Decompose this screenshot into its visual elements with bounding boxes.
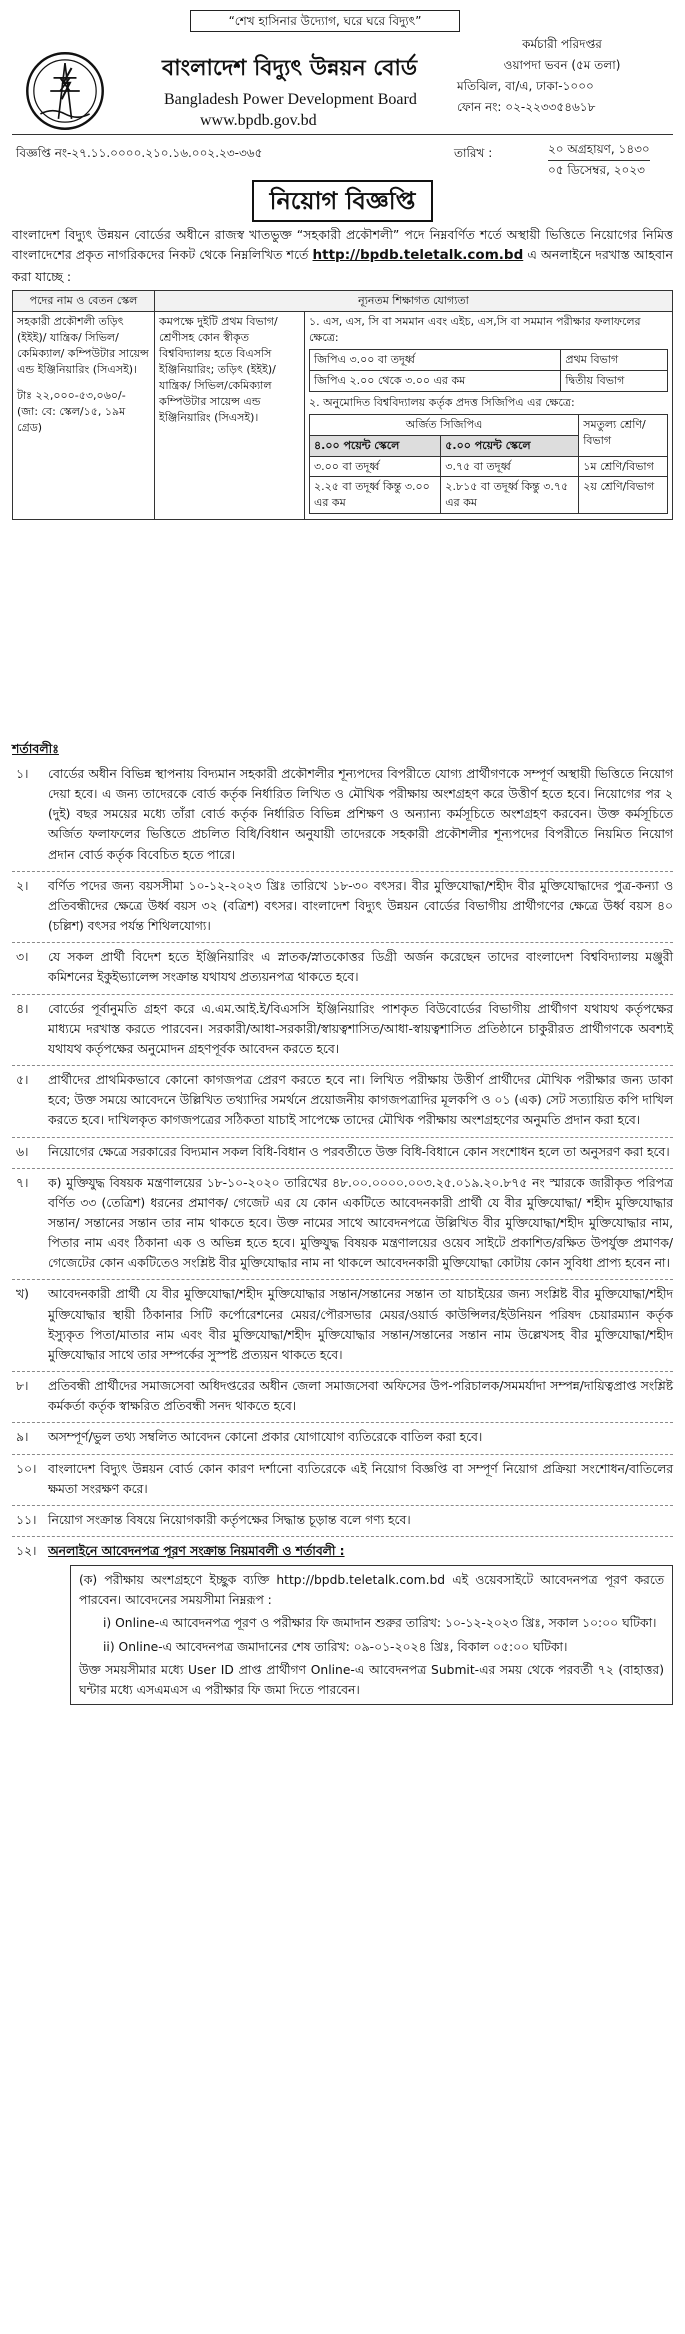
cgpa-table: [309, 414, 668, 515]
ssc-hsc-point: ১. এস, এস, সি বা সমমান এবং এইচ, এস,সি বা সমমান পরীক্ষার ফলাফলের ক্ষেত্রে:: [309, 314, 641, 344]
bpdb-logo-icon: [24, 50, 106, 132]
office-address: [457, 34, 667, 118]
item-number: ৯।: [16, 1430, 29, 1445]
online-rules-section: [12, 1537, 673, 1711]
item-text: বর্ণিত পদের জন্য বয়সসীমা ১০-১২-২০২৩ খ্রিঃ তারিখে ১৮-৩০ বৎসর। বীর মুক্তিযোদ্ধা/শহীদ বীর মুক্তিযোদ্ধাদের পুত্র-কন্যা ও প্রতিবন্ধীদের ক্ষেত্রে উর্ধ্ব বয়স ৩২ (বত্রিশ) বৎসর। বাংলাদেশ বিদ্যুৎ উন্নয়ন বোর্ডের বিভাগীয় প্রার্থীগণের ক্ষেত্রে উর্ধ্ব বয়স ৪০ (চল্লিশ) বৎসর পর্যন্ত শিথিলযোগ্য।: [48, 878, 673, 934]
cgpa-equivalent-header: সমতুল্য শ্রেণি/ বিভাগ: [579, 414, 668, 456]
table-row: [310, 414, 668, 435]
post-name: সহকারী প্রকৌশলী তড়িৎ (ইইই)/ যান্ত্রিক/ সিভিল/ কেমিক্যাল/ কম্পিউটার সায়েন্স এন্ড ইঞ্জিনিয়ারিং (সিএসই)।: [17, 314, 149, 376]
phone-line: ফোন নং: ০২-২২৩৩৫৪৬১৮: [457, 100, 596, 114]
org-website[interactable]: www.bpdb.gov.bd: [200, 112, 317, 129]
requirements-table: [12, 290, 673, 520]
scale-five-header: ৫.০০ পয়েন্ট স্কেলে: [441, 435, 579, 456]
cgpa-five: ৩.৭৫ বা তদূর্ধ্ব: [441, 456, 579, 477]
online-rules-body: [48, 1541, 673, 1705]
header-divider: [12, 134, 673, 135]
post-cell: [13, 311, 155, 519]
item-text: বোর্ডের অধীন বিভিন্ন স্থাপনায় বিদ্যমান সহকারী প্রকৌশলীর শূন্যপদের বিপরীতে যোগ্য প্রার্থীগণকে সম্পূর্ণ অস্থায়ী ভিত্তিতে নিয়োগ দেয়া হবে। এ জন্য তাদেরকে বোর্ড কর্তৃক নির্ধারিত লিখিত ও মৌখিক পরীক্ষায় অংশগ্রহণ করে উত্তীর্ণ হতে হবে। নিয়োগের পর ২ (দুই) বছর সময়ের মধ্যে তাঁরা বোর্ড কর্তৃক নির্ধারিত বিভিন্ন প্রশিক্ষণ ও অন্যান্য কর্মসূচিতে অংশগ্রহণ করবেন। উক্ত কর্মসূচিতে অর্জিত ফলাফলের ভিত্তিতে প্রচলিত বিধি/বিধান অনুযায়ী তাদেরকে সহকারী প্রকৌশলীর শূন্যপদের বিপরীতে নিয়মিত নিয়োগ প্রদান বোর্ড কর্তৃক বিবেচিত হতে পারে।: [48, 767, 673, 862]
item-text: আবেদনকারী প্রার্থী যে বীর মুক্তিযোদ্ধা/শহীদ মুক্তিযোদ্ধার সন্তান/সন্তানের সন্তান তা যাচাইয়ের জন্য সংশ্লিষ্ট বীর মুক্তিযোদ্ধা/শহীদ মুক্তিযোদ্ধার স্থায়ী ঠিকানার সিটি কর্পোরেশনের মেয়র/পৌরসভার মেয়র/ওয়ার্ড কাউন্সিলর/ইউনিয়ন পরিষদ চেয়ারম্যান কর্তৃক ইস্যুকৃত পিতা/মাতার নাম এবং বীর মুক্তিযোদ্ধা/শহীদ মুক্তিযোদ্ধার সন্তান/সন্তানের সন্তান নাম উল্লেখসহ বীর মুক্তিযোদ্ধা/শহীদ মুক্তিযোদ্ধার সাথে তার সম্পর্কের সুস্পষ্ট প্রত্যয়ন থাকতে হবে।: [48, 1287, 673, 1362]
list-item: [12, 995, 673, 1066]
item-text: নিয়োগ সংক্রান্ত বিষয়ে নিয়োগকারী কর্তৃপক্ষের সিদ্ধান্ত চূড়ান্ত বলে গণ্য হবে।: [48, 1512, 411, 1527]
list-item: [12, 1455, 673, 1506]
list-item: [12, 1423, 673, 1454]
online-sub-k: (ক) পরীক্ষায় অংশগ্রহণে ইচ্ছুক ব্যক্তি http://bpdb.teletalk.com.bd এই ওয়েবসাইটে আবেদনপত্র পূরণ করতে পারবেন। আবেদনের সময়সীমা নিম্নরূপ :: [79, 1573, 664, 1608]
cgpa-class: ১ম শ্রেণি/বিভাগ: [579, 456, 668, 477]
online-end-date: ii) Online-এ আবেদনপত্র জমাদানের শেষ তারিখ: ০৯-০১-২০২৪ খ্রিঃ, বিকাল ০৫:০০ ঘটিকা।: [103, 1639, 568, 1654]
table-header-post: পদের নাম ও বেতন স্কেল: [13, 291, 155, 312]
gpa-range: জিপিএ ২.০০ থেকে ৩.০০ এর কম: [310, 370, 561, 391]
date-label: তারিখ :: [454, 146, 493, 160]
conditions-title: শর্তাবলীঃ: [12, 741, 59, 756]
table-row: [310, 349, 668, 370]
item-text: নিয়োগের ক্ষেত্রে সরকারের বিদ্যমান সকল বিধি-বিধান ও পরবর্তীতে উক্ত বিধি-বিধানে কোন সংশোধন হলে তা অনুসরণ করা হবে।: [48, 1144, 670, 1159]
cgpa-earned-header: অর্জিত সিজিপিএ: [310, 414, 579, 435]
table-row: [310, 477, 668, 514]
gpa-range: জিপিএ ৩.০০ বা তদূর্ধ্ব: [310, 349, 561, 370]
grading-cell: [305, 311, 673, 519]
cgpa-point: ২. অনুমোদিত বিশ্ববিদ্যালয় কর্তৃক প্রদত্ত সিজিপিএ এর ক্ষেত্রে:: [309, 395, 575, 409]
list-item: [12, 1169, 673, 1281]
org-name-en: Bangladesh Power Development Board: [164, 91, 417, 108]
item-number: ৮।: [16, 1379, 29, 1394]
item-text: অসম্পূর্ণ/ভুল তথ্য সম্বলিত আবেদন কোনো প্রকার যোগাযোগ ব্যতিরেকে বাতিল করা হবে।: [48, 1430, 483, 1445]
online-rules-title: অনলাইনে আবেদনপত্র পূরণ সংক্রান্ত নিয়মাবলী ও শর্তাবলী :: [48, 1544, 345, 1558]
item-number: ৫।: [16, 1073, 29, 1088]
item-number: ১০।: [16, 1461, 37, 1476]
date-bn: ২০ অগ্রহায়ণ, ১৪৩০: [548, 140, 650, 161]
item-number: ৬।: [16, 1144, 29, 1159]
item-text: যে সকল প্রার্থী বিদেশ হতে ইঞ্জিনিয়ারিং এ স্নাতক/স্নাতকোত্তর ডিগ্রী অর্জন করেছেন তাদের বাংলাদেশ বিশ্ববিদ্যালয় মঞ্জুরী কমিশনের ইকুইভ্যালেন্স সংক্রান্ত যথাযথ প্রত্যয়নপত্র থাকতে হবে।: [48, 950, 673, 985]
slogan: “শেখ হাসিনার উদ্যোগ, ঘরে ঘরে বিদ্যুৎ”: [190, 10, 460, 32]
list-item: [12, 872, 673, 943]
item-number: ১১।: [16, 1512, 37, 1527]
pay-scale: টাঃ ২২,০০০-৫৩,০৬০/- (জা: বে: স্কেল/১৫, ১৯ম গ্রেড): [17, 388, 126, 434]
notice-title: [0, 180, 685, 222]
date-block: [548, 140, 650, 179]
list-item: [12, 1138, 673, 1169]
degree-cell: কমপক্ষে দুইটি প্রথম বিভাগ/শ্রেণীসহ কোন স্বীকৃত বিশ্ববিদ্যালয় হতে বিএসসি ইঞ্জিনিয়ারিং; তড়িৎ (ইইই)/যান্ত্রিক/ সিভিল/কেমিক্যাল কম্পিউটার সায়েন্স এন্ড ইঞ্জিনিয়ারিং (সিএসই)।: [155, 311, 305, 519]
item-number: ২।: [16, 878, 29, 893]
item-number: ১২।: [16, 1544, 37, 1558]
date-en: ০৫ ডিসেম্বর, ২০২৩: [548, 162, 645, 177]
gpa-table: [309, 349, 668, 392]
list-item: [12, 943, 673, 994]
online-start-date: i) Online-এ আবেদনপত্র পূরণ ও পরীক্ষার ফি জমাদান শুরুর তারিখ: ১০-১২-২০২৩ খ্রিঃ, সকাল ১০:০০ ঘটিকা।: [103, 1616, 657, 1631]
list-item: [12, 1066, 673, 1137]
online-rules-box: [70, 1565, 673, 1705]
item-number: ৪।: [16, 1001, 29, 1016]
gpa-division: প্রথম বিভাগ: [561, 349, 668, 370]
item-number: ১।: [16, 767, 29, 781]
intro-paragraph: [12, 225, 673, 287]
table-header-qualification: ন্যূনতম শিক্ষাগত যোগ্যতা: [155, 291, 673, 312]
cgpa-five: ২.৮১৫ বা তদূর্ধ্ব কিন্তু ৩.৭৫ এর কম: [441, 477, 579, 514]
org-name-bn: বাংলাদেশ বিদ্যুৎ উন্নয়ন বোর্ড: [162, 56, 418, 81]
cgpa-four: ৩.০০ বা তদূর্ধ্ব: [310, 456, 441, 477]
conditions-list: [12, 760, 673, 1711]
intro-tail: এ অনলাইনে দরখাস্ত আহবান করা যাচ্ছে :: [12, 247, 673, 284]
item-text: প্রতিবন্ধী প্রার্থীদের সমাজসেবা অধিদপ্তরের অধীন জেলা সমাজসেবা অফিসের উপ-পরিচালক/সমমর্যাদা সম্পন্ন/দায়িত্বপ্রাপ্ত সংশ্লিষ্ট কর্মকর্তা কর্তৃক স্বাক্ষরিত প্রতিবন্ধী সনদ থাকতে হবে।: [48, 1379, 673, 1414]
scale-four-header: ৪.০০ পয়েন্ট স্কেলে: [310, 435, 441, 456]
list-item: [12, 1280, 673, 1372]
list-item: [12, 760, 673, 872]
address-line: মতিঝিল, বা/এ, ঢাকা-১০০০: [457, 79, 594, 93]
address-line: ওয়াপদা ভবন (৫ম তলা): [503, 58, 621, 72]
memo-number: বিজ্ঞপ্তি নং-২৭.১১.০০০০.২১০.১৬.০০২.২৩-৩৬৫: [16, 146, 263, 160]
item-text: ক) মুক্তিযুদ্ধ বিষয়ক মন্ত্রণালয়ের ১৮-১০-২০২০ তারিখের ৪৮.০০.০০০০.০০৩.২৫.০১৯.২০.৮৭৫ নং স্মারকে জারীকৃত পরিপত্র বর্ণিত ৩৩ (তেত্রিশ) ধরনের প্রমাণক/ গেজেট এর যে কোন একটিতে আবেদনকারী প্রার্থী যে বীর মুক্তিযোদ্ধা/ শহীদ মুক্তিযোদ্ধার সন্তান/ সন্তানের সন্তান তার নাম থাকতে হবে। উক্ত নামের সাথে আবেদনপত্রে উল্লিখিত বীর মুক্তিযোদ্ধা/শহীদ মুক্তিযোদ্ধার নাম, পিতার নাম এবং ঠিকানা এক ও অভিন্ন হতে হবে। মুক্তিযুদ্ধ বিষয়ক মন্ত্রণালয়ের ওয়েব সাইটে প্রকাশিত/রক্ষিত উপর্যুক্ত প্রমাণক/গেজেটের কোন একটিতেও সংশ্লিষ্ট বীর মুক্তিযোদ্ধার নাম না থাকলে আবেদনকারী মুক্তিযোদ্ধা কোটায় কোন সুবিধা প্রাপ্য হবেন না।: [48, 1175, 673, 1271]
item-text: প্রার্থীদের প্রাথমিকভাবে কোনো কাগজপত্র প্রেরণ করতে হবে না। লিখিত পরীক্ষায় উত্তীর্ণ প্রার্থীদের মৌখিক পরীক্ষার জন্য ডাকা হবে; উক্ত সময়ে আবেদনে উল্লিখিত তথ্যাদির সমর্থনে প্রয়োজনীয় কাগজপত্রাদির মূলকপি ও ০১ (এক) সেট সত্যায়িত কপি দাখিল করতে হবে। দাখিলকৃত কাগজপত্রের সঠিকতা যাচাই সাপেক্ষে তাদের মৌখিক পরীক্ষায় অংশগ্রহণের অনুমতি প্রদান করা হবে।: [48, 1073, 673, 1128]
gpa-division: দ্বিতীয় বিভাগ: [561, 370, 668, 391]
intro-text: বাংলাদেশ বিদ্যুৎ উন্নয়ন বোর্ডের অধীনে রাজস্ব খাতভুক্ত “সহকারী প্রকৌশলী” পদে নিম্নবর্ণিত শর্তে অস্থায়ী ভিত্তিতে নিয়োগের নিমিত্ত বাংলাদেশের প্রকৃত নাগরিকদের নিকট থেকে নিম্নলিখিত শর্তে: [12, 227, 673, 262]
item-text: বাংলাদেশ বিদ্যুৎ উন্নয়ন বোর্ড কোন কারণ দর্শানো ব্যতিরেকে এই নিয়োগ বিজ্ঞপ্তি বা সম্পূর্ণ নিয়োগ প্রক্রিয়া সংশোধন/বাতিলের ক্ষমতা সংরক্ষণ করে।: [48, 1461, 673, 1496]
cgpa-class: ২য় শ্রেণি/বিভাগ: [579, 477, 668, 514]
list-item: [12, 1372, 673, 1423]
notice-title-text: নিয়োগ বিজ্ঞপ্তি: [252, 180, 434, 222]
online-fee-note: উক্ত সময়সীমার মধ্যে User ID প্রাপ্ত প্রার্থীগণ Online-এ আবেদনপত্র Submit-এর সময় থেকে পরবর্তী ৭২ (বাহাত্তর) ঘন্টার মধ্যে এসএমএস এ পরীক্ষার ফি জমা দিতে পারবেন।: [79, 1662, 664, 1697]
item-text: বোর্ডের পূর্বানুমতি গ্রহণ করে এ.এম.আই.ই/বিএসসি ইঞ্জিনিয়ারিং পাশকৃত বিউবোর্ডের বিভাগীয় প্রার্থীগণ যথাযথ কর্তৃপক্ষের মাধ্যমে দরখাস্ত করতে পারবেন। সরকারী/আধা-সরকারী/স্বায়ত্বশাসিত/আধা-স্বায়ত্বশাসিত প্রতিষ্ঠানে চাকুরীরত প্রার্থীগণকে অবশ্যই যথাযথ কর্তৃপক্ষের অনুমোদন গ্রহণপূর্বক আবেদন করতে হবে।: [48, 1001, 673, 1056]
table-row: [310, 370, 668, 391]
item-number: ৩।: [16, 950, 29, 965]
item-number: ৭।: [16, 1175, 29, 1190]
list-item: [12, 1506, 673, 1537]
item-number: খ): [16, 1287, 29, 1302]
cgpa-four: ২.২৫ বা তদূর্ধ্ব কিন্তু ৩.০০ এর কম: [310, 477, 441, 514]
table-row: [310, 456, 668, 477]
address-line: কর্মচারী পরিদপ্তর: [522, 37, 602, 51]
application-link[interactable]: http://bpdb.teletalk.com.bd: [312, 247, 524, 263]
